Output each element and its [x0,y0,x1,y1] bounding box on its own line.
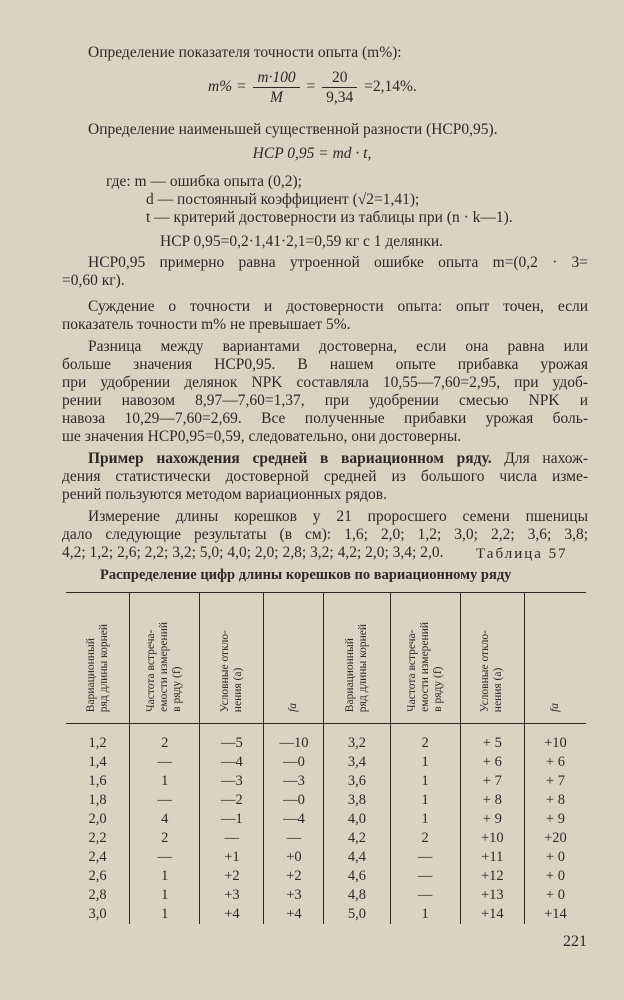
table-cell: 4,4 [324,848,390,867]
fraction-2-denominator: 9,34 [326,89,354,106]
table-cell: —5 [200,724,264,754]
table-cell: +12 [460,867,524,886]
text-line: при удобрении делянок NPK составляла 10,55—7,60=2,95, при удоб- [62,374,588,391]
table-cell: + 5 [460,724,524,754]
table-cell: +3 [200,886,264,905]
text-line: навоза 10,29—7,60=2,69. Все полученные прибавки урожая боль- [62,410,588,427]
table-cell: +11 [460,848,524,867]
table-cell: +4 [200,905,264,924]
table-row [66,810,586,829]
text-line: HCP0,95 примерно равна утроенной ошибке опыта m=(0,2 · 3= [88,254,588,271]
table-cell: + 6 [545,754,565,770]
table-cell: +4 [264,905,324,924]
nsr-calc: HCP 0,95=0,2·1,41·2,1=0,59 кг с 1 делянки. [160,233,444,250]
fraction-1-numerator: m·100 [253,68,299,88]
table-cell: — [390,886,460,905]
table-header-cell: Условные откло- нения (a) [460,593,524,724]
table-cell: — [130,753,200,772]
table-cell: — [130,791,200,810]
table-cell: —0 [264,753,324,772]
table-cell: 2,2 [66,829,130,848]
table-cell: 1 [130,867,200,886]
text-line: Определение показателя точности опыта (m%): [88,44,402,61]
table-header-cell: fa [524,593,586,724]
text-line: Определение наименьшей существенной разности (НСР0,95). [88,121,498,138]
table-label: Таблица 57 [476,546,568,562]
table-row [66,753,586,772]
table-cell: 1 [390,905,460,924]
table-cell: 1,4 [66,753,130,772]
table-cell: 4,8 [324,886,390,905]
table-cell: 1,8 [66,791,130,810]
table-cell: 4,2 [324,829,390,848]
table-header-cell: Вариационный ряд длины корней [66,593,130,724]
table-cell: + 0 [545,887,565,903]
table-cell: 2,4 [66,848,130,867]
table-cell: 2 [130,829,200,848]
table-cell: 2 [130,724,200,754]
table-cell: +10 [460,829,524,848]
table-cell: 3,2 [324,724,390,754]
text-line: 4,2; 1,2; 2,6; 2,2; 3,2; 5,0; 4,0; 2,0; 2,8; 3,2; 4,2; 2,0; 3,4; 2,0. [62,544,444,561]
table-row [66,772,586,791]
table-cell: — [130,848,200,867]
where-line: t — критерий достоверности из таблицы при (n · k—1). [146,209,513,226]
table-cell: 3,0 [66,905,130,924]
table-cell: +2 [264,867,324,886]
where-line: где: m — ошибка опыта (0,2); [106,173,302,190]
table-cell: +3 [264,886,324,905]
table-cell: +1 [200,848,264,867]
table-cell: — [264,829,324,848]
table-row [66,791,586,810]
table-cell: 1 [390,772,460,791]
fraction-1 [253,68,299,107]
where-line: d — постоянный коэффициент (√2=1,41); [146,191,420,208]
table-cell: +0 [264,848,324,867]
text-line: дало следующие результаты (в см): 1,6; 2,0; 1,2; 3,0; 2,2; 3,6; 3,8; [62,526,588,543]
table-cell: 1 [130,905,200,924]
table-header-cell: Частота встреча- емости измерений в ряду (f) [130,593,200,724]
table-cell: 2,0 [66,810,130,829]
table-cell: 1,6 [66,772,130,791]
page-number: 221 [563,933,587,950]
table-header-cell: fa [264,593,324,724]
fraction-2-numerator: 20 [322,68,357,88]
table-cell: —2 [200,791,264,810]
table-cell: 2 [390,829,460,848]
fraction-1-denominator: M [270,89,283,106]
table-row [66,829,586,848]
table-cell: 1,2 [66,724,130,754]
text-line: Разница между вариантами достоверна, если она равна или [88,338,588,355]
table-cell: +10 [544,735,567,751]
formula-lhs: m% = [208,78,247,96]
table-cell: + 8 [460,791,524,810]
table-header-row [66,593,586,724]
table-cell: 2,6 [66,867,130,886]
table-cell: +14 [460,905,524,924]
table-cell: + 7 [545,773,565,789]
distribution-table [66,592,586,924]
table-cell: 1 [390,810,460,829]
table-row [66,886,586,905]
text-line: ше значения НСР0,95=0,59, следовательно, они достоверны. [62,428,462,445]
text-line: =0,60 кг). [62,272,125,289]
text-line: Суждение о точности и достоверности опыта: опыт точен, если [88,298,588,315]
table-cell: 2 [390,724,460,754]
table-row [66,867,586,886]
table-cell: 4,6 [324,867,390,886]
table-cell: —3 [264,772,324,791]
table-cell: +2 [200,867,264,886]
table-cell: 3,6 [324,772,390,791]
table-row [66,724,586,754]
text-line: показатель точности m% не превышает 5%. [62,316,351,333]
text-line: больше значения НСР0,95. В нашем опыте прибавка урожая [62,356,588,373]
table-cell: — [200,829,264,848]
table-row [66,848,586,867]
table-cell: 3,8 [324,791,390,810]
table-cell: +20 [544,830,567,846]
table-cell: —4 [264,810,324,829]
table-cell: — [390,867,460,886]
table-cell: 4,0 [324,810,390,829]
table-cell: —1 [200,810,264,829]
fraction-2 [322,68,357,107]
table-cell: —10 [264,724,324,754]
table-row [66,905,586,924]
table-cell: 1 [390,753,460,772]
text-line: рений пользуются методом вариационных рядов. [62,486,387,503]
table-title: Распределение цифр длины корешков по вариационному ряду [100,567,512,583]
table-cell: + 7 [460,772,524,791]
table-cell: —0 [264,791,324,810]
text-line: рении навозом 8,97—7,60=1,37, при удобрении смесью NPK и [62,392,588,409]
formula-equals: = [306,78,316,96]
table-header-cell: Частота встреча- емости измерений в ряду (f) [390,593,460,724]
table-cell: + 8 [545,792,565,808]
nsr-formula: HCP 0,95 = md · t, [252,145,372,162]
table-cell: 4 [130,810,200,829]
accuracy-formula [208,68,417,107]
table-cell: 1 [390,791,460,810]
table-cell: +13 [460,886,524,905]
table-cell: + 0 [545,868,565,884]
table-cell: +14 [544,906,567,922]
table-cell: + 9 [545,811,565,827]
table-cell: + 0 [545,849,565,865]
table-cell: — [390,848,460,867]
table-cell: —3 [200,772,264,791]
table-cell: 1 [130,772,200,791]
table-cell: 3,4 [324,753,390,772]
table-cell: + 9 [460,810,524,829]
table-cell: + 6 [460,753,524,772]
table-cell: 1 [130,886,200,905]
text-fragment: Для нахож- [491,450,588,467]
table-cell: 2,8 [66,886,130,905]
text-line: дения статистически достоверной средней из большого числа изме- [62,468,588,485]
formula-result: =2,14%. [364,78,417,96]
table-cell: 5,0 [324,905,390,924]
example-heading: Пример нахождения средней в вариационном ряду. [88,450,492,467]
text-line: Измерение длины корешков у 21 проросшего семени пшеницы [88,508,588,525]
table-cell: —4 [200,753,264,772]
text-line [88,450,588,468]
table-header-cell: Вариационный ряд длины корней [324,593,390,724]
table-header-cell: Условные откло- нения (a) [200,593,264,724]
